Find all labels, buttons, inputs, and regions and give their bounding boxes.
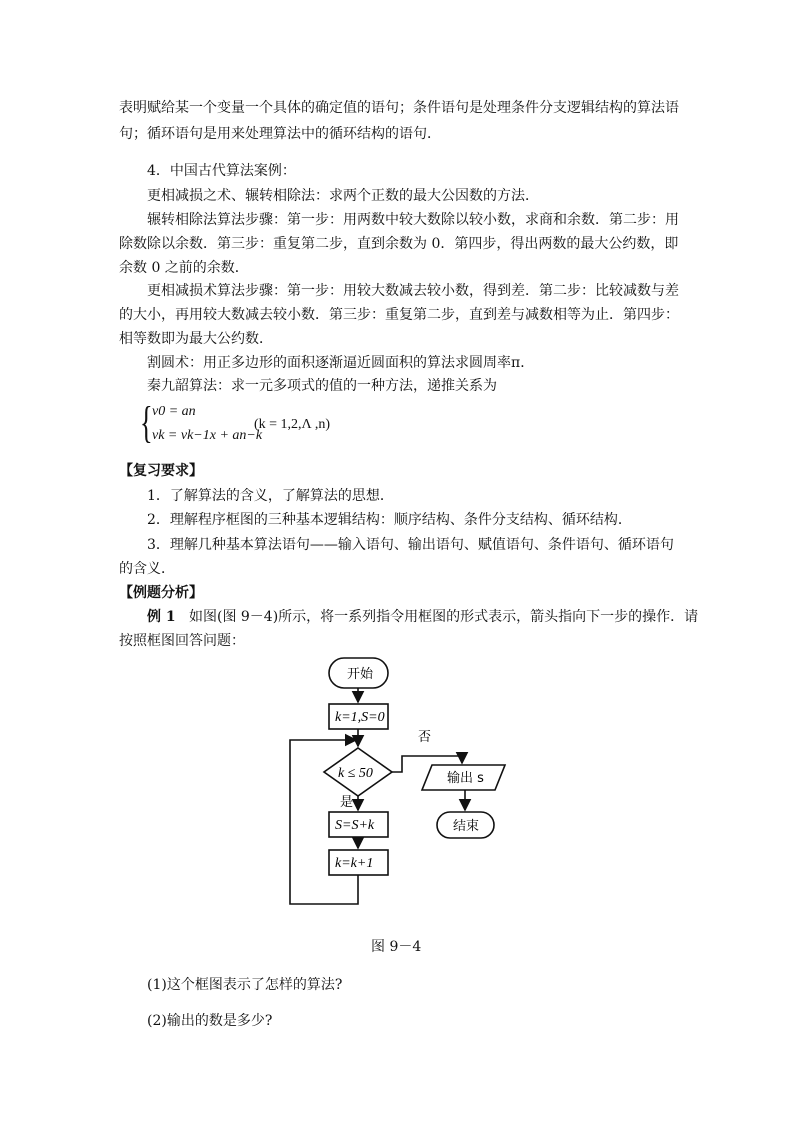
- output-label: 输出 s: [447, 771, 484, 786]
- formula-brace: {: [140, 398, 153, 447]
- review-item-cont: 的含义．: [119, 561, 175, 577]
- example-label: 例 1: [147, 609, 176, 625]
- text-line: 更相减损术算法步骤：第一步：用较大数减去较小数，得到差．第二步：比较减数与差: [147, 283, 679, 299]
- text-line: 句；循环语句是用来处理算法中的循环结构的语句．: [119, 126, 441, 142]
- no-label: 否: [418, 730, 432, 745]
- question: (1)这个框图表示了怎样的算法?: [147, 977, 343, 993]
- start-label: 开始: [347, 667, 374, 682]
- text-line: 辗转相除法算法步骤：第一步：用两数中较大数除以较小数，求商和余数．第二步：用: [147, 212, 679, 228]
- text-line: 除数除以余数．第三步：重复第二步，直到余数为 0．第四步，得出两数的最大公约数，即: [119, 236, 679, 252]
- yes-label: 是: [340, 795, 354, 810]
- section-heading: 4．中国古代算法案例：: [147, 163, 296, 179]
- example-heading: 【例题分析】: [119, 585, 203, 601]
- text-line: 余数 0 之前的余数．: [119, 260, 249, 276]
- text-line: 表明赋给某一个变量一个具体的确定值的语句；条件语句是处理条件分支逻辑结构的算法语: [119, 100, 679, 116]
- condition-label: k ≤ 50: [338, 766, 373, 781]
- formula-line-2: vk = vk−1x + an−k: [152, 428, 263, 443]
- text-line: 秦九韶算法：求一元多项式的值的一种方法，递推关系为: [147, 378, 497, 394]
- end-label: 结束: [453, 819, 480, 834]
- figure-caption: 图 9－4: [371, 939, 422, 955]
- text-line: 更相减损之术、辗转相除法：求两个正数的最大公因数的方法．: [147, 188, 539, 204]
- arrow-no: [392, 756, 462, 772]
- example-text: 如图(图 9－4)所示，将一系列指令用框图的形式表示，箭头指向下一步的操作．请: [188, 609, 699, 625]
- formula-range: (k = 1,2,Λ ,n): [254, 417, 331, 432]
- text-line: 割圆术：用正多边形的面积逐渐逼近圆面积的算法求圆周率π．: [147, 355, 535, 371]
- update-s-label: S=S+k: [335, 818, 375, 833]
- update-k-label: k=k+1: [335, 856, 374, 871]
- review-item: 2．理解程序框图的三种基本逻辑结构：顺序结构、条件分支结构、循环结构．: [147, 512, 632, 528]
- question: (2)输出的数是多少?: [147, 1013, 273, 1029]
- review-heading: 【复习要求】: [119, 463, 203, 479]
- review-item: 1．了解算法的含义，了解算法的思想．: [147, 488, 394, 504]
- init-label: k=1,S=0: [335, 710, 385, 725]
- example-line-2: 按照框图回答问题：: [119, 633, 245, 649]
- formula-line-1: v0 = an: [152, 404, 196, 419]
- text-line: 相等数即为最大公约数．: [119, 331, 273, 347]
- review-item: 3．理解几种基本算法语句——输入语句、输出语句、赋值语句、条件语句、循环语句: [147, 537, 674, 553]
- text-line: 的大小，再用较大数减去较小数．第三步：重复第二步，直到差与减数相等为止．第四步：: [119, 307, 679, 323]
